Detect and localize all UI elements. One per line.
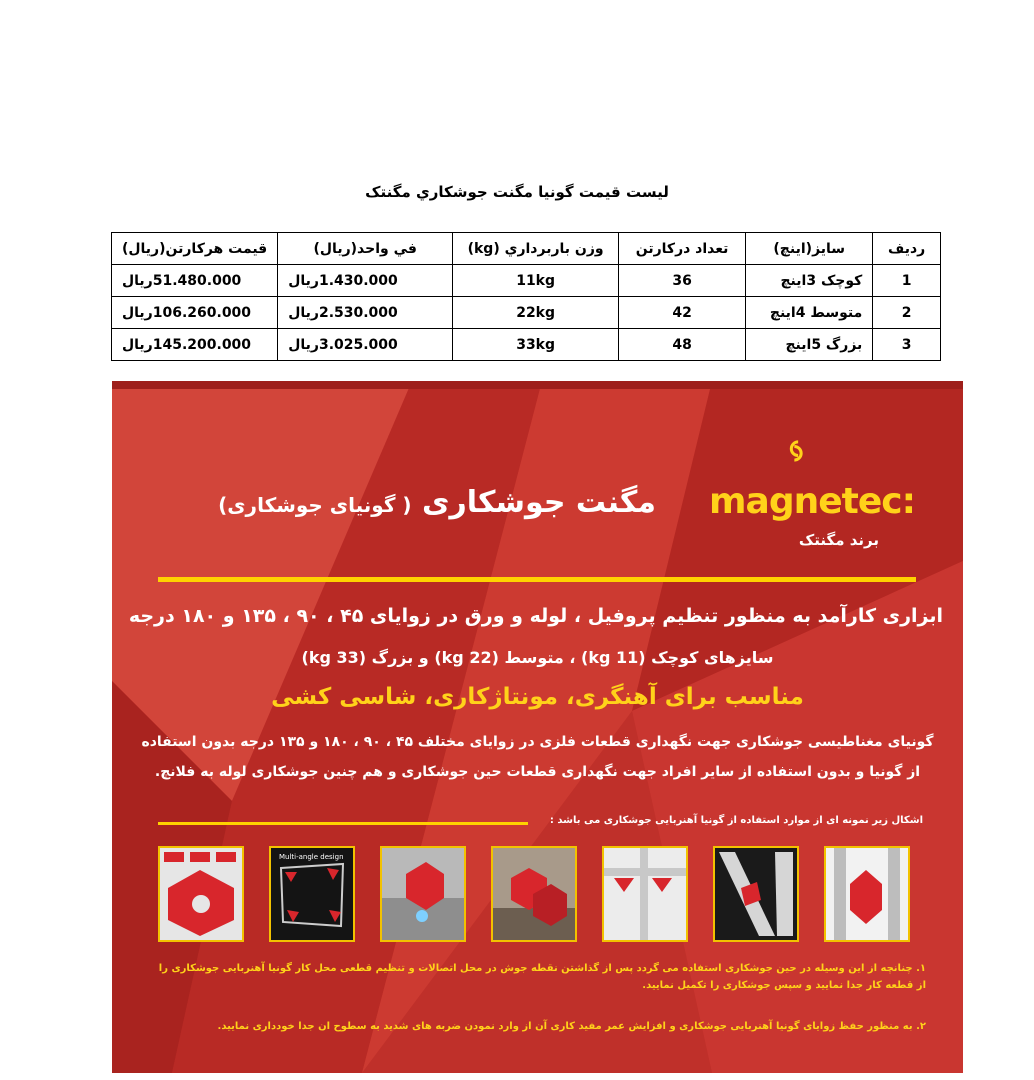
poster-line-5: از گونیا و بدون استفاده از سایر افراد جهت نگهداری قطعات حین جوشکاری و هم چنین جوشکاری لوله به فلانچ. bbox=[154, 764, 921, 780]
cell-size: كوچک 3اينچ bbox=[746, 265, 873, 297]
price-table bbox=[111, 232, 941, 361]
headline-main: مگنت جوشکاری bbox=[422, 485, 656, 520]
header-count: تعداد دركارتن bbox=[619, 233, 746, 265]
thumb-caption: Multi-angle design bbox=[279, 853, 344, 861]
cell-carton-price: 106.260.000ريال bbox=[112, 297, 278, 329]
usage-note-1: ۱. چنانچه از این وسیله در حین جوشکاری استفاده می گردد پس از گذاشتن نقطه جوش در محل اتصالات و تنظیم قطعی محل کار گونیا آهنربایی جوشکاری را از قطعه کار جدا نمایید و سپس جوشکاری را تکمیل نمایید. bbox=[158, 963, 926, 991]
table-row bbox=[112, 297, 941, 329]
thumbnail-frame-corner bbox=[602, 846, 688, 942]
brand-name: magnetec: bbox=[709, 481, 915, 522]
cell-size: بزرگ 5اينچ bbox=[746, 329, 873, 361]
poster-headline bbox=[162, 485, 712, 520]
table-row bbox=[112, 329, 941, 361]
poster-line-2: سایزهای کوچک (11 kg) ، متوسط (22 kg) و بزرگ (33 kg) bbox=[301, 648, 774, 667]
welding-magnet-icon bbox=[382, 848, 464, 940]
cell-weight: 22kg bbox=[453, 297, 619, 329]
poster-line-1: ابزاری کارآمد به منظور تنظیم پروفیل ، لوله و ورق در زوایای ۴۵ ، ۹۰ ، ۱۳۵ و ۱۸۰ درجه bbox=[128, 605, 943, 627]
poster-line-4: گونیای مغناطیسی جوشکاری جهت نگهداری قطعات فلزی در زوایای مختلف ۴۵ ، ۹۰ ، ۱۸۰ و ۱۳۵ درجه بدون استفاده bbox=[141, 734, 934, 750]
brand-subtitle: برند مگنتک bbox=[798, 531, 879, 549]
header-carton-price: قيمت هركارتن(ريال) bbox=[112, 233, 278, 265]
yellow-divider-2 bbox=[158, 822, 528, 825]
usage-note-2: ۲. به منظور حفظ زوایای گونیا آهنربایی جوشکاری و افزایش عمر مفید کاری آن از وارد نمودن ضربه های شدید به سطوح ان جدا خودداری نمایید. bbox=[217, 1021, 926, 1032]
cell-carton-price: 145.200.000ريال bbox=[112, 329, 278, 361]
poster-line-3: مناسب برای آهنگری، مونتاژکاری، شاسی کشی bbox=[271, 684, 804, 710]
cell-size: متوسط 4اينچ bbox=[746, 297, 873, 329]
cell-count: 42 bbox=[619, 297, 746, 329]
thumbnail-pipe-welding bbox=[491, 846, 577, 942]
welding-magnet-icon bbox=[715, 848, 797, 940]
magnetec-logo-icon bbox=[783, 421, 853, 481]
headline-paren: ( گونیای جوشکاری) bbox=[218, 493, 412, 517]
thumbnail-angle-joint bbox=[713, 846, 799, 942]
page-title: ليست قيمت گونيا مگنت جوشكاري مگنتک bbox=[365, 183, 669, 201]
cell-weight: 11kg bbox=[453, 265, 619, 297]
welding-magnet-icon bbox=[160, 848, 242, 940]
usage-thumbnails bbox=[158, 846, 918, 944]
cell-unit-price: 1.430.000ريال bbox=[278, 265, 453, 297]
header-weight: وزن باربرداري (kg) bbox=[453, 233, 619, 265]
cell-row-number: 2 bbox=[873, 297, 941, 329]
cell-row-number: 1 bbox=[873, 265, 941, 297]
product-poster bbox=[112, 381, 963, 1073]
header-row-number: رديف bbox=[873, 233, 941, 265]
cell-carton-price: 51.480.000ريال bbox=[112, 265, 278, 297]
cell-weight: 33kg bbox=[453, 329, 619, 361]
table-row bbox=[112, 265, 941, 297]
cell-unit-price: 2.530.000ريال bbox=[278, 297, 453, 329]
cell-count: 48 bbox=[619, 329, 746, 361]
thumbnail-vertical-pipe bbox=[824, 846, 910, 942]
thumbnail-magnet-closeup bbox=[158, 846, 244, 942]
thumbnail-multi-angle bbox=[269, 846, 355, 942]
welding-magnet-icon bbox=[826, 848, 908, 940]
table-header-row bbox=[112, 233, 941, 265]
examples-label: اشکال زیر نمونه ای از موارد استفاده از گونیا آهنربایی جوشکاری می باشد : bbox=[549, 815, 923, 826]
yellow-divider bbox=[158, 577, 916, 582]
welding-magnet-icon bbox=[604, 848, 686, 940]
welding-magnet-icon bbox=[271, 848, 353, 940]
thumbnail-welding-joint bbox=[380, 846, 466, 942]
header-unit-price: في واحد(ريال) bbox=[278, 233, 453, 265]
welding-magnet-icon bbox=[493, 848, 575, 940]
cell-unit-price: 3.025.000ريال bbox=[278, 329, 453, 361]
cell-count: 36 bbox=[619, 265, 746, 297]
header-size: سايز(اينچ) bbox=[746, 233, 873, 265]
cell-row-number: 3 bbox=[873, 329, 941, 361]
